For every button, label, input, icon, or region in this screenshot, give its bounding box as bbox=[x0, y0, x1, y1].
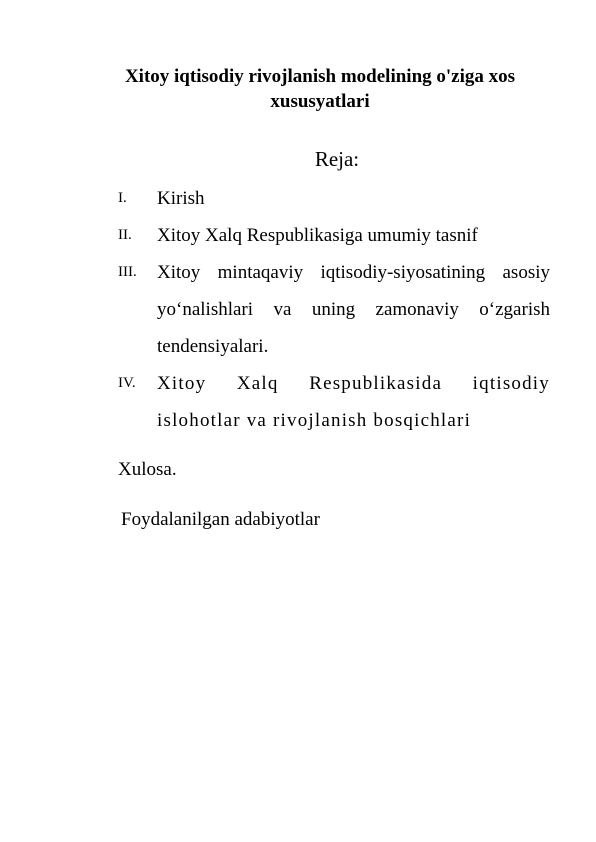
plan-heading: Reja: bbox=[314, 147, 360, 171]
table-of-contents bbox=[118, 180, 550, 439]
toc-item-text: Kirish bbox=[157, 188, 205, 209]
toc-item bbox=[118, 254, 550, 365]
conclusion-heading: Xulosa. bbox=[118, 459, 177, 480]
toc-numeral: IV. bbox=[118, 375, 136, 391]
toc-item bbox=[118, 365, 550, 439]
references-heading: Foydalanilgan adabiyotlar bbox=[121, 509, 320, 530]
toc-numeral: I. bbox=[118, 190, 127, 206]
toc-numeral: III. bbox=[118, 264, 137, 280]
toc-item-text: Xitoy mintaqaviy iqtisodiy-siyosatining asosiy yo‘nalishlari va uning zamonaviy o‘zgarish tendensiyalari. bbox=[157, 262, 550, 357]
toc-item bbox=[118, 180, 550, 217]
toc-item-text: Xitoy Xalq Respublikasiga umumiy tasnif bbox=[157, 225, 478, 246]
toc-item bbox=[118, 217, 550, 254]
toc-numeral: II. bbox=[118, 227, 132, 243]
document-title: Xitoy iqtisodiy rivojlanish modelining o'ziga xos xususyatlari bbox=[124, 66, 516, 112]
toc-item-text: Xitoy Xalq Respublikasida iqtisodiy islohotlar va rivojlanish bosqichlari bbox=[157, 373, 550, 431]
